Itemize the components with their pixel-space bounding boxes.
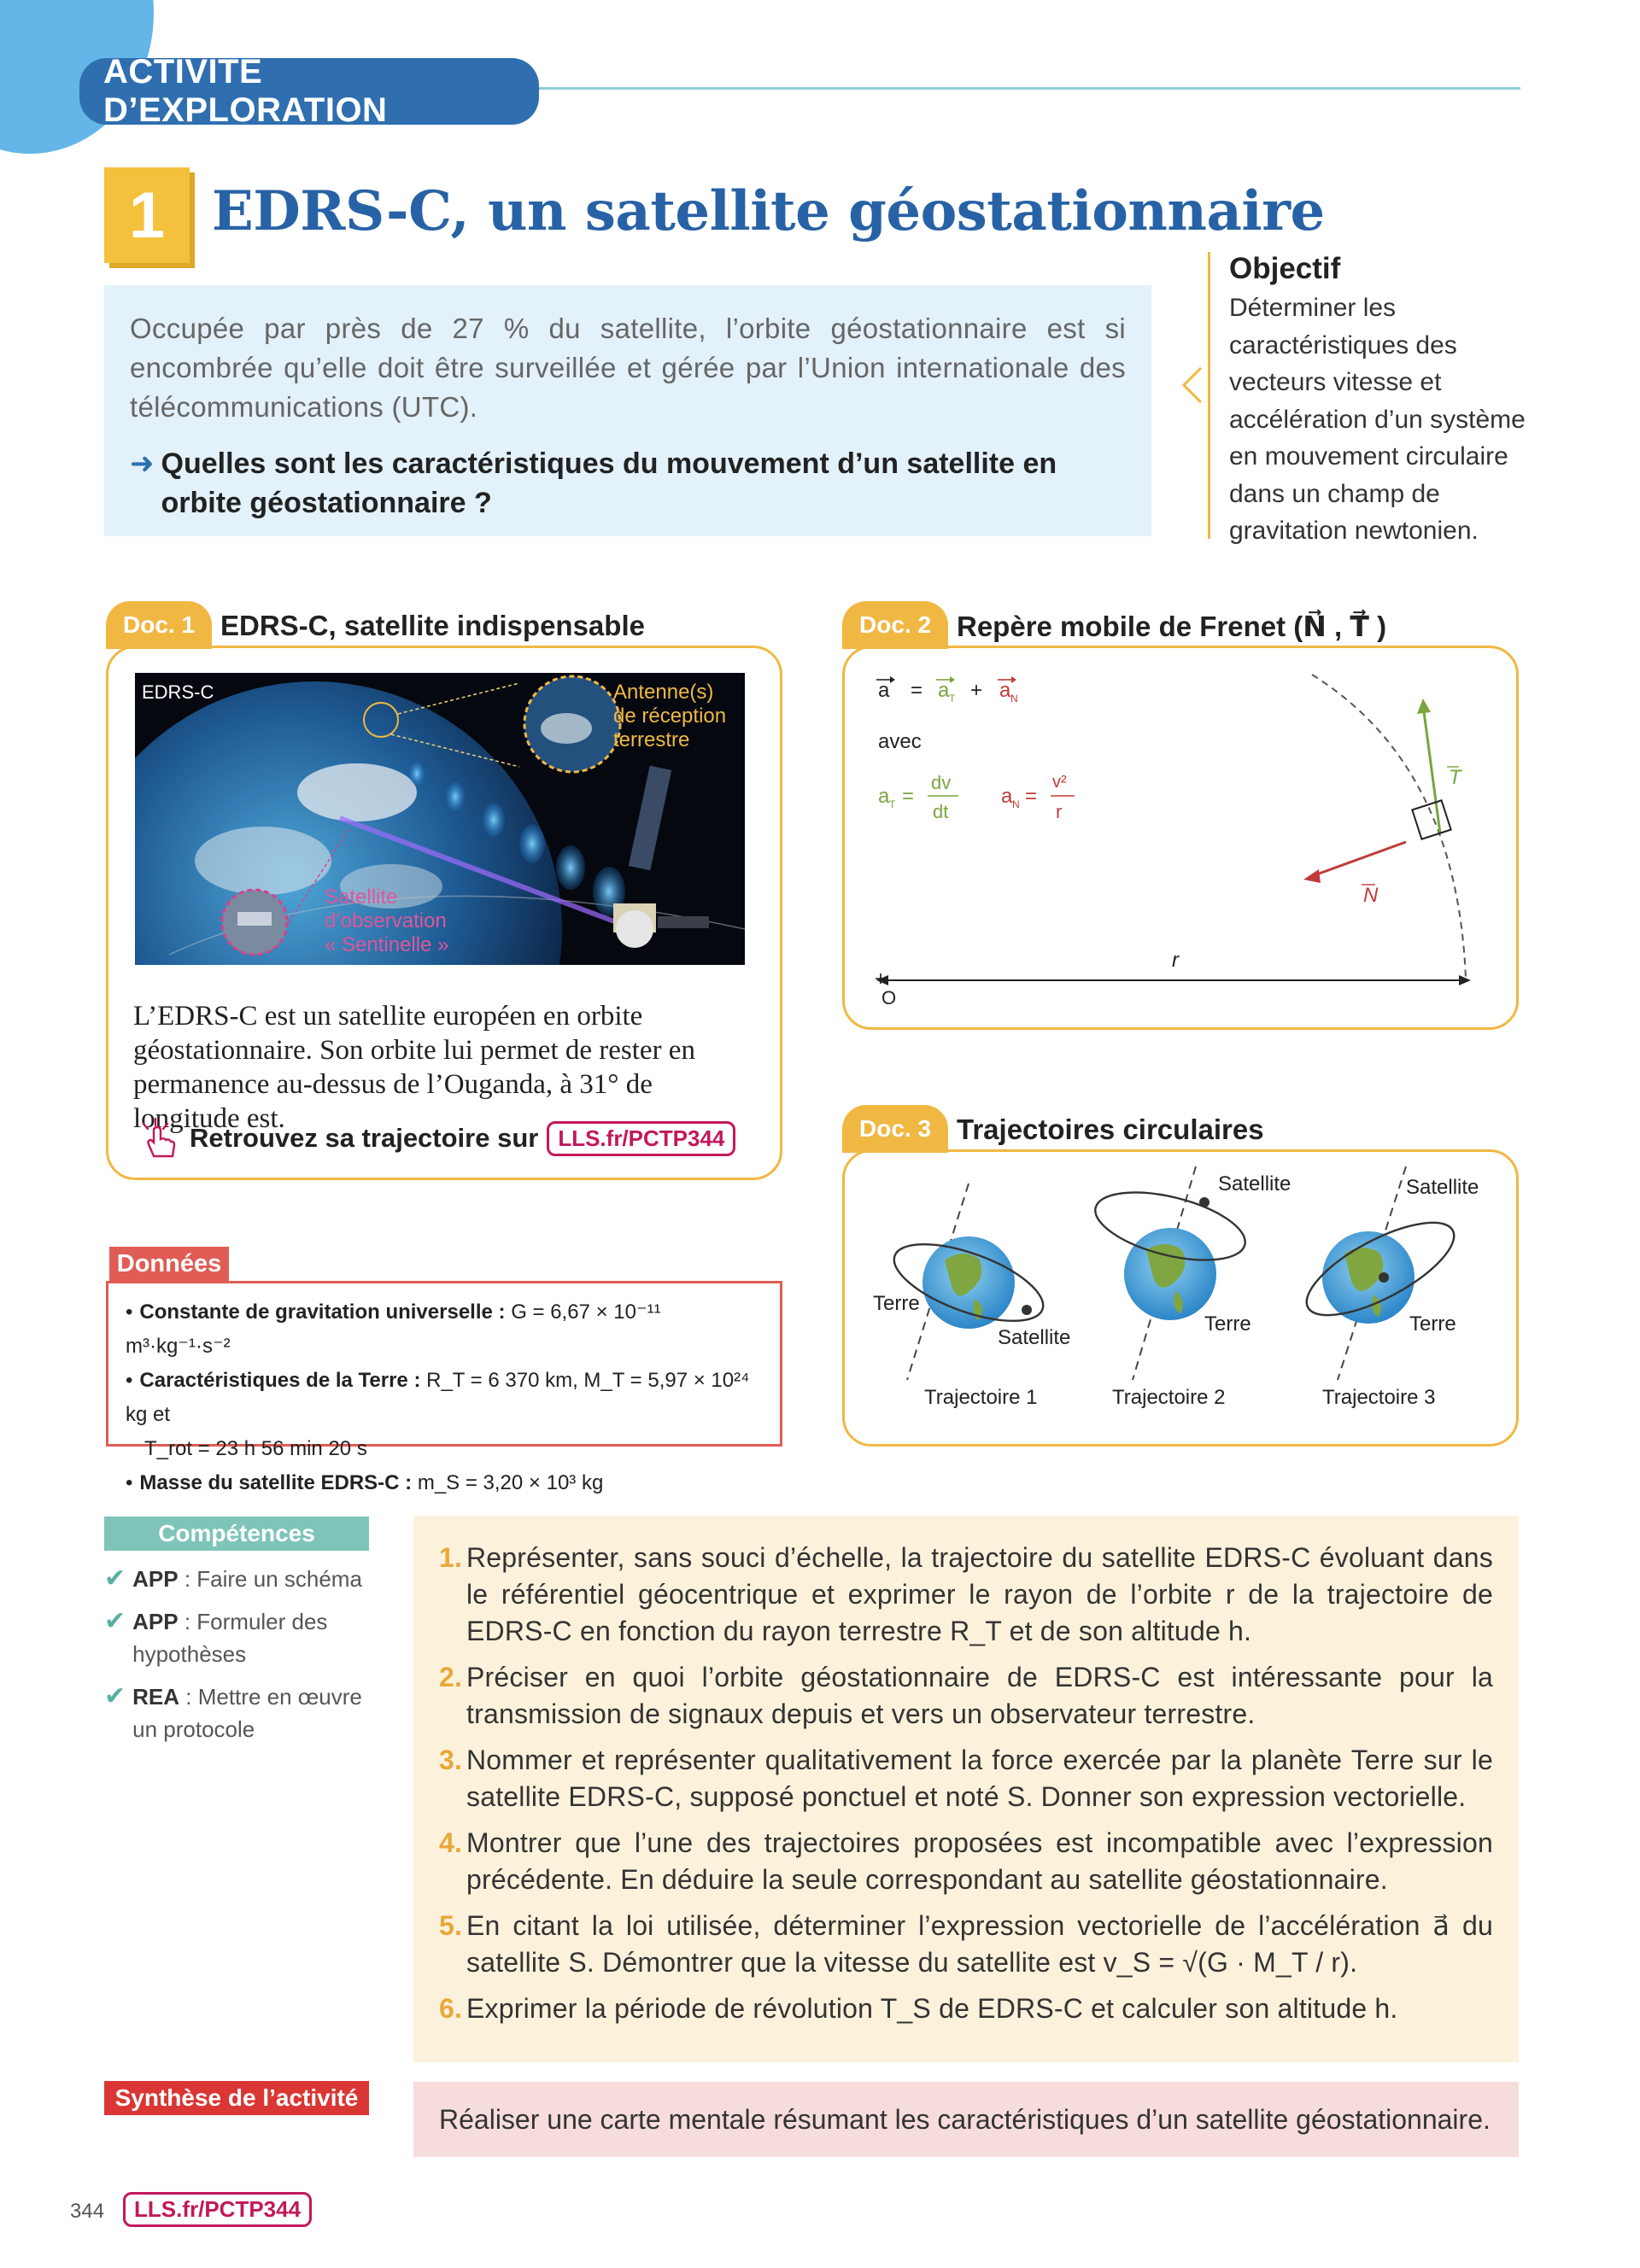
doc1-link[interactable]: LLS.fr/PCTP344 — [547, 1121, 735, 1156]
donnees-mass-label: Masse du satellite EDRS-C : — [139, 1471, 413, 1494]
question-item — [439, 1659, 1493, 1733]
callout-satellite-2: d’observation — [325, 909, 447, 932]
right-angle-marker — [1412, 800, 1450, 839]
competences-tab: Compétences — [104, 1517, 369, 1551]
doc1-photo — [135, 673, 745, 965]
formula-v2: v² — [1052, 773, 1067, 792]
check-icon: ✔ — [104, 1564, 126, 1593]
competence-text: : Formuler des hypothèses — [132, 1609, 328, 1667]
label-plus: + — [875, 967, 887, 991]
activity-number: 1 — [104, 167, 190, 263]
formula-aN: a — [999, 679, 1011, 702]
trajectory-arc — [1312, 675, 1466, 979]
question-text: Exprimer la période de révolution T_S de EDRS-C et calculer son altitude h. — [466, 1993, 1398, 2024]
traj2-caption: Trajectoire 2 — [1112, 1386, 1226, 1409]
doc2-tab: Doc. 2 — [842, 601, 948, 649]
competence-text: : Mettre en œuvre un protocole — [132, 1684, 362, 1742]
formula-dv: dv — [931, 772, 952, 793]
callout-satellite-3: « Sentinelle » — [325, 933, 449, 956]
question-text: En citant la loi utilisée, déterminer l’expression vectorielle de l’accélération a⃗ du satellite S. Démontrer que la vitesse du satellite est v_S = √(G · M_T / r). — [466, 1910, 1493, 1978]
donnees-gravitation: • Constante de gravitation universelle : G = 6,67 × 10⁻¹¹ m³·kg⁻¹·s⁻² — [126, 1301, 661, 1358]
traj1-earth-label: Terre — [873, 1292, 920, 1315]
trajectories-diagram — [842, 1149, 1519, 1447]
question-item — [439, 1908, 1493, 1981]
formula-avec: avec — [878, 730, 922, 753]
competence-code: APP — [132, 1609, 179, 1634]
activity-label: ACTIVITÉ D’EXPLORATION — [79, 58, 539, 125]
formula-aN2-sub: N — [1012, 798, 1020, 810]
question-text: Nommer et représenter qualitativement la force exercée par la planète Terre sur le satellite EDRS-C, supposé ponctuel et noté S. Donner son expression vectorielle. — [466, 1745, 1493, 1812]
competence-item — [104, 1563, 378, 1595]
doc3-tab: Doc. 3 — [842, 1105, 948, 1153]
frenet-diagram — [842, 646, 1519, 1030]
callout-antenna-1: Antenne(s) — [613, 681, 714, 704]
competence-code: APP — [132, 1566, 179, 1592]
formula-aN-sub: N — [1010, 693, 1018, 704]
formula-aT2-sub: T — [889, 798, 896, 810]
doc1-title: EDRS-C, satellite indispensable — [220, 610, 645, 641]
donnees-earth-label: Caractéristiques de la Terre : — [139, 1369, 421, 1392]
doc3-title: Trajectoires circulaires — [957, 1114, 1264, 1145]
competence-code: REA — [132, 1684, 180, 1710]
footer-link[interactable]: LLS.fr/PCTP344 — [123, 2192, 312, 2227]
question-text: Représenter, sans souci d’échelle, la trajectoire du satellite EDRS-C évoluant dans le référentiel géocentrique et exprimer le rayon de l’orbite r de la trajectoire de EDRS-C en fonction du rayon terrestre R_T et de son altitude h. — [466, 1542, 1493, 1646]
label-N: N — [1363, 884, 1379, 907]
synthese-tab: Synthèse de l’activité — [104, 2081, 369, 2115]
label-O: O — [882, 987, 897, 1008]
hand-pointer-icon — [135, 1117, 181, 1160]
donnees-earth-value: R_T = 6 370 km, M_T = 5,97 × 10²⁴ kg et — [126, 1369, 750, 1426]
question-item — [439, 1540, 1493, 1650]
doc2-title: Repère mobile de Frenet (N⃗ , T⃗ ) — [957, 611, 1387, 642]
tangent-vector — [1423, 705, 1440, 833]
check-icon: ✔ — [104, 1607, 126, 1635]
question-text: Préciser en quoi l’orbite géostationnaire de EDRS-C est intéressante pour la transmission de signaux depuis et vers un observateur terrestre. — [466, 1662, 1493, 1729]
trajectory-2 — [1088, 1166, 1291, 1409]
question-number: 3. — [439, 1745, 463, 1775]
arrow-right-icon: ➜ — [130, 447, 155, 480]
callout-antenna-3: terrestre — [613, 728, 690, 751]
donnees-earth-rot: T_rot = 23 h 56 min 20 s — [144, 1437, 367, 1460]
question-item — [439, 1825, 1493, 1898]
intro-box — [104, 285, 1151, 536]
satellite-illustration — [135, 673, 745, 965]
synthese-box — [413, 2082, 1519, 2157]
traj1-satellite-label: Satellite — [998, 1326, 1071, 1349]
donnees-gravitation-value: G = 6,67 × 10⁻¹¹ m³·kg⁻¹·s⁻² — [126, 1301, 661, 1358]
doc1-link-row — [135, 1117, 735, 1160]
donnees-mass: • Masse du satellite EDRS-C : m_S = 3,20 × 10³ kg — [126, 1471, 604, 1494]
questions-box — [413, 1516, 1519, 2062]
photo-label: EDRS-C — [142, 681, 214, 703]
formula-eq: = — [911, 679, 923, 702]
callout-satellite-1: Satellite — [325, 886, 398, 909]
doc1-link-label: Retrouvez sa trajectoire sur — [190, 1123, 539, 1153]
competence-item — [104, 1605, 378, 1670]
donnees-box — [106, 1281, 782, 1494]
question-number: 1. — [439, 1542, 463, 1573]
intro-text: Occupée par près de 27 % du satellite, l’orbite géostationnaire est si encombrée qu’elle doit être surveillée et gérée par l’Union internationale des télécommunications (UTC). — [130, 313, 1126, 423]
formula-aN2: a — [1001, 785, 1013, 808]
competence-text: : Faire un schéma — [178, 1566, 362, 1592]
page-title: EDRS-C, un satellite géostationnaire — [212, 179, 1325, 243]
trajectory-3 — [1294, 1166, 1479, 1409]
doc1-tab: Doc. 1 — [106, 601, 212, 649]
competences-list — [104, 1563, 378, 1756]
question-number: 5. — [439, 1910, 463, 1941]
traj3-earth-label: Terre — [1409, 1312, 1456, 1336]
doc1-text: L’EDRS-C est un satellite européen en orbite géostationnaire. Son orbite lui permet de rester en permanence au-dessus de l’Ouganda, à 31° de longitude est. — [133, 1001, 695, 1134]
traj3-caption: Trajectoire 3 — [1322, 1386, 1436, 1409]
objective-box — [1208, 252, 1532, 545]
question-number: 6. — [439, 1993, 463, 2024]
donnees-mass-value: m_S = 3,20 × 10³ kg — [417, 1471, 604, 1494]
formula-aT2: a — [878, 785, 890, 808]
formula-dt: dt — [933, 801, 949, 822]
synthese-text: Réaliser une carte mentale résumant les caractéristiques d’un satellite géostationnaire. — [439, 2103, 1491, 2135]
formula-aT: a — [938, 679, 950, 702]
donnees-earth: • Caractéristiques de la Terre : R_T = 6 370 km, M_T = 5,97 × 10²⁴ kg et — [126, 1369, 750, 1426]
donnees-tab: Données — [109, 1247, 229, 1281]
intro-question — [130, 444, 1126, 523]
normal-vector — [1312, 842, 1406, 876]
traj2-satellite-label: Satellite — [1218, 1172, 1292, 1195]
question-number: 4. — [439, 1827, 463, 1858]
objective-text: Déterminer les caractéristiques des vecteurs vitesse et accélération d’un système en mouvement circulaire dans un champ de gravitation newtonien. — [1229, 294, 1526, 545]
formula-eq3: = — [1025, 785, 1038, 808]
header-rule — [530, 87, 1520, 90]
check-icon: ✔ — [104, 1682, 126, 1710]
formula-a: a — [878, 679, 890, 702]
trajectory-1 — [873, 1184, 1070, 1409]
competence-item — [104, 1681, 378, 1745]
question-item — [439, 1742, 1493, 1815]
donnees-gravitation-label: Constante de gravitation universelle : — [139, 1301, 506, 1324]
formula-eq2: = — [902, 785, 915, 808]
formula-aT-sub: T — [949, 693, 956, 704]
question-text: Montrer que l’une des trajectoires proposées est incompatible avec l’expression précédente. En déduire la seule correspondant au satellite géostationnaire. — [466, 1827, 1493, 1895]
question-number: 2. — [439, 1662, 463, 1692]
intro-question-text: Quelles sont les caractéristiques du mouvement d’un satellite en orbite géostationnaire ? — [161, 447, 1057, 519]
label-T: T — [1449, 766, 1461, 789]
traj1-caption: Trajectoire 1 — [924, 1386, 1038, 1409]
objective-title: Objectif — [1229, 252, 1341, 285]
label-r: r — [1172, 949, 1179, 972]
page-number: 344 — [70, 2200, 105, 2223]
question-item — [439, 1990, 1493, 2027]
traj2-earth-label: Terre — [1204, 1312, 1251, 1336]
callout-antenna-2: de réception — [613, 704, 727, 728]
formula-plus: + — [970, 679, 983, 702]
formula-r: r — [1056, 801, 1063, 822]
traj3-satellite-label: Satellite — [1406, 1176, 1479, 1199]
